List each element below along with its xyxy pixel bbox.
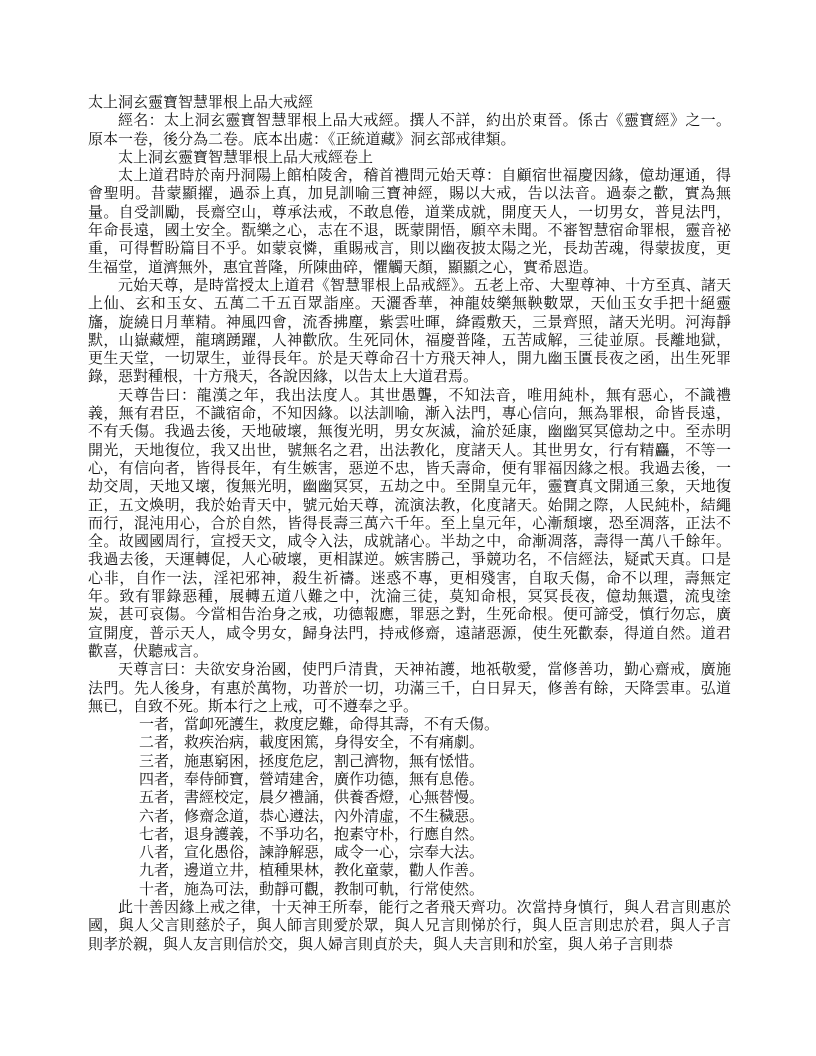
paragraph-tianzun-yan: 天尊言曰：夫欲安身治國，使門戶清貴，天神祐護，地祇敬愛，當修善功，勤心齋戒，廣施法門。先人後身，有惠於萬物，功普於一切，功滿三千，白日昇天，修善有餘，天降雲車。弘道無已，自致不死。斯本行之上戒，可不遵奉之乎。 (88, 662, 731, 715)
precept-4: 四者，奉侍師寶，營靖建舍，廣作功德，無有息倦。 (139, 771, 485, 788)
paragraph-tianzun-gao: 天尊告曰：龍漢之年，我出法度人。其世愚聾，不知法音，唯用純朴，無有惡心，不識禮義，無有君臣，不識宿命，不知因緣。以法訓喻，漸入法門，專心信向，無為罪根，命皆長遠，不有夭傷。我過去後，天地破壞，無復光明，男女灰滅，淪於延康，幽幽冥冥億劫之中。至赤明開光，天地復位，我又出世，號無名之君，出法教化，度諸天人。其世男女，行有精麤，不等一心，有信向者，皆得長年，有生嫉害，惡逆不忠，皆夭壽命，便有罪福因緣之根。我過去後，一劫交周，天地又壞，復無光明，幽幽冥冥，五劫之中。至開皇元年，靈寶真文開通三象，天地復正，五文煥明，我於始青天中，號元始天尊，流演法教，化度諸天。始開之際，人民純朴，結繩而行，混沌用心，合於自然，皆得長壽三萬六千年。至上皇元年，心漸頹壞，恐至凋落，正法不全。故國國周行，宣授天文，咸令入法，成就諸心。半劫之中，命漸凋落，壽得一萬八千餘年。我過去後，天運轉促，人心破壞，更相謀逆。嫉害勝己，爭競功名，不信經法，疑貳天真。口是心非，自作一法，淫祀邪神，殺生祈禱。迷惑不專，更相殘害，自取夭傷，命不以理，壽無定年。致有罪錄惡種，展轉五道八難之中，沈淪三徒，莫知命根，冥冥長夜，億劫無還，流曳塗炭，甚可哀傷。今當相告治身之戒，功德報應，罪惡之對，生死命根。便可諦受，慎行勿忘，廣宣開度，普示天人，咸令男女，歸身法門，持戒修齋，遠諸惡源，使生死歡泰，得道自然。道君歡喜，伏聽戒言。 (88, 387, 731, 660)
paragraph-daojun-question: 太上道君時於南丹洞陽上館柏陵舍，稽首禮問元始天尊：自顧宿世福慶因緣，億劫運通，得會聖明。昔蒙顯擢，過忝上真，加見訓喻三寶神經，賜以大戒，告以法音。過泰之歡，實為無量。自受訓勵，長齋空山，尊承法戒，不敢息倦，道業成就，開度天人，一切男女，普見法門，年命長遠，國土安全。翫樂之心，志在不退，既蒙開悟，願卒未聞。不審智慧宿命罪根，靈音祕重，可得暫盼篇目不乎。如蒙哀憐，重賜戒言，則以幽夜披太陽之光，長劫苦魂，得蒙拔度，更生福堂，道濟無外，惠宜普隆，所陳曲碎，懼觸天顏，顯顯之心，實希恩造。 (88, 168, 731, 276)
precept-6: 六者，修齋念道，恭心遵法，內外清虛，不生穢惡。 (139, 808, 485, 825)
document-title: 太上洞玄靈寶智慧罪根上品大戒經 (88, 95, 314, 111)
paragraph-celestial-assembly: 元始天尊，是時當授太上道君《智慧罪根上品戒經》。五老上帝、大聖尊神、十方至真、諸天上仙、玄和玉女、五萬二千五百眾詣座。天灑香華，神龍妓樂無鞅數眾，天仙玉女手把十絕靈旛，旋繞日月華精。神風四會，流香拂塵，紫雲吐暉，絳霞敷天，三景齊照，諸天光明。河海靜默，山嶽藏煙，龍璃踴躍，人神歡欣。生死同休，福慶普隆，五苦咸解，三徒並原。長離地獄，更生天堂，一切眾生，並得長年。於是天尊命召十方飛天神人，開九幽玉匱長夜之函，出生死罪錄，惡對種根，十方飛天，各說因緣，以告太上大道君焉。 (88, 277, 731, 386)
precept-1: 一者，當卹死護生，救度戹難，命得其壽，不有夭傷。 (139, 717, 500, 734)
precept-3: 三者，施惠窮困，拯度危戹，割己濟物，無有恡惜。 (139, 753, 485, 770)
volume-heading: 太上洞玄靈寶智慧罪根上品大戒經卷上 (118, 149, 374, 166)
paragraph-ten-goods-conclusion: 此十善因緣上戒之律，十天神王所奉，能行之者飛天齊功。次當持身慎行，與人君言則惠於國，與人父言則慈於子，與人師言則愛於眾，與人兄言則悌於行，與人臣言則忠於君，與人子言則孝於親，與人友言則信於交，與人婦言則貞於夫，與人夫言則和於室，與人弟子言則恭 (88, 900, 731, 953)
precept-5: 五者，書經校定，晨夕禮誦，供養香燈，心無替慢。 (139, 790, 485, 807)
precept-9: 九者，邊道立井，植種果林，教化童蒙，勸人作善。 (139, 863, 485, 880)
precept-7: 七者，退身護義，不爭功名，抱素守朴，行應自然。 (139, 826, 485, 843)
precept-8: 八者，宣化愚俗，諫諍解惡，咸令一心，宗奉大法。 (139, 845, 485, 862)
precept-10: 十者，施為可法，動靜可觀，教制可軌，行常使然。 (139, 881, 485, 898)
precept-2: 二者，救疾治病，載度困篤，身得安全，不有痛劇。 (139, 735, 485, 752)
document-text-block (88, 94, 731, 954)
edition-note: 經名：太上洞玄靈寶智慧罪根上品大戒經。撰人不詳，約出於東晉。係古《靈寶經》之一。原本一卷，後分為二卷。底本出處：《正統道藏》洞玄部戒律類。 (88, 113, 731, 148)
